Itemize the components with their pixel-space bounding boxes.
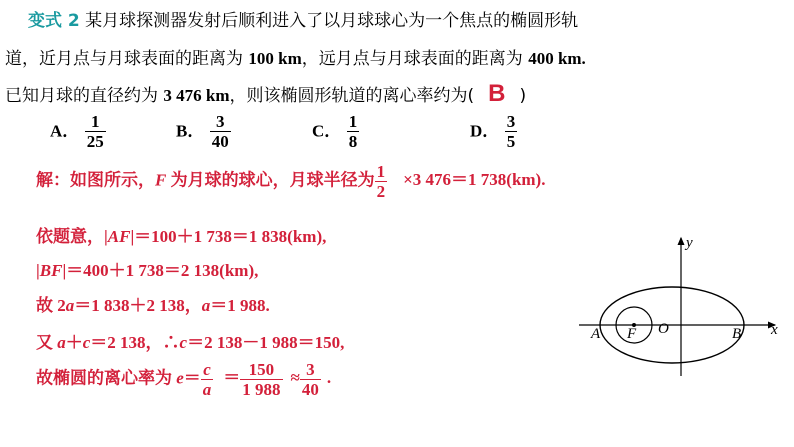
point-b-label: B	[732, 326, 742, 342]
option-c	[312, 112, 359, 151]
sol3-b: |＝400＋1 738＝2 138(km),	[62, 261, 259, 280]
variant-tag: 变式 2	[28, 11, 80, 31]
sol6-e: e	[176, 368, 184, 388]
approx-fraction	[300, 360, 321, 399]
sol4-b: ＝1 838＋2 138，	[74, 296, 202, 315]
option-b	[176, 112, 231, 151]
solution-line-4	[36, 291, 270, 316]
option-d-fraction	[505, 112, 518, 151]
approx-sign: ≈	[290, 368, 300, 388]
sol4-a: 故 2	[36, 296, 66, 315]
sol2-AF: AF	[107, 227, 131, 246]
option-a-num: 1	[90, 112, 100, 131]
answer-letter: B	[488, 80, 506, 107]
far-distance: 400 km.	[528, 49, 586, 68]
problem-line-2	[5, 44, 586, 69]
option-d-num: 3	[506, 112, 516, 131]
option-b-den: 40	[211, 132, 229, 151]
option-c-den: 8	[348, 132, 358, 151]
option-a-den: 25	[86, 132, 104, 151]
y-axis-label: y	[686, 235, 693, 251]
sol2-a: 依题意，|	[36, 227, 108, 246]
ecc-num: 150	[248, 360, 275, 379]
option-a-fraction	[85, 112, 106, 151]
option-c-letter: C．	[312, 121, 342, 141]
approx-den: 40	[301, 380, 319, 399]
sol1-b: 为月球的球心，月球半径为	[166, 170, 375, 190]
solution-line-5	[36, 328, 344, 353]
problem-text-1: 某月球探测器发射后顺利进入了以月球球心为一个焦点的椭圆形轨	[85, 11, 579, 31]
sol5-var-a: a	[57, 333, 66, 352]
option-a-letter: A．	[50, 121, 80, 141]
option-a	[50, 112, 106, 151]
problem-text-2a: 道，近月点与月球表面的距离为	[5, 49, 249, 69]
c-num: c	[203, 360, 211, 379]
sol1-a: 解：如图所示，	[36, 170, 155, 190]
point-a-label: A	[591, 326, 601, 342]
problem-text-3b: ，则该椭圆形轨道的离心率约为(	[229, 86, 475, 106]
a-den: a	[202, 380, 212, 399]
sol5-var-c2: c	[179, 333, 188, 352]
ecc-den: 1 988	[242, 380, 281, 399]
option-b-fraction	[210, 112, 231, 151]
option-c-num: 1	[348, 112, 358, 131]
sol2-b: |＝100＋1 738＝1 838(km),	[130, 227, 327, 246]
half-fraction	[375, 162, 388, 201]
point-f-label: F	[627, 326, 637, 342]
solution-line-1	[36, 162, 545, 201]
option-c-fraction	[347, 112, 360, 151]
eccentricity-fraction	[240, 360, 282, 399]
sol5-c: ＝2 138－1 988＝150,	[187, 333, 345, 352]
sol1-F: F	[155, 170, 167, 190]
sol5-plus: ＋	[65, 333, 83, 352]
problem-text-2b: ，远月点与月球表面的距离为	[301, 49, 529, 69]
problem-line-3	[5, 80, 526, 108]
sol6-eq2: ＝	[223, 368, 241, 388]
sol3-a: |	[36, 261, 40, 280]
moon-diameter: 3 476 km	[163, 86, 230, 105]
option-d-den: 5	[506, 132, 516, 151]
problem-line-1	[28, 6, 578, 31]
sol5-a: 又	[36, 333, 58, 352]
near-distance: 100 km	[248, 49, 302, 68]
approx-num: 3	[306, 360, 315, 379]
x-axis-label: x	[771, 322, 778, 338]
c-over-a-fraction	[201, 360, 214, 399]
sol4-var-a1: a	[65, 296, 75, 315]
sol4-c: ＝1 988.	[210, 296, 270, 315]
option-d	[470, 112, 517, 151]
half-den: 2	[376, 182, 386, 201]
half-num: 1	[376, 162, 386, 181]
solution-line-6	[36, 360, 331, 399]
sol5-var-c: c	[82, 333, 91, 352]
option-d-letter: D．	[470, 121, 500, 141]
sol6-a: 故椭圆的离心率为	[36, 368, 177, 388]
solution-line-3	[36, 256, 258, 281]
problem-text-3a: 已知月球的直径约为	[5, 86, 164, 106]
sol5-b: ＝2 138，∴	[90, 333, 180, 352]
point-o-label: O	[658, 321, 669, 337]
ellipse-diagram	[575, 230, 790, 380]
option-b-letter: B．	[176, 121, 205, 141]
sol3-BF: BF	[39, 261, 63, 280]
sol4-var-a2: a	[201, 296, 211, 315]
sol6-eq: ＝	[183, 368, 201, 388]
option-b-num: 3	[216, 112, 225, 131]
sol1-c: ×3 476＝1 738(km).	[403, 170, 546, 190]
sol6-end: .	[326, 368, 332, 388]
solution-line-2	[36, 222, 326, 247]
close-paren: )	[519, 86, 527, 106]
